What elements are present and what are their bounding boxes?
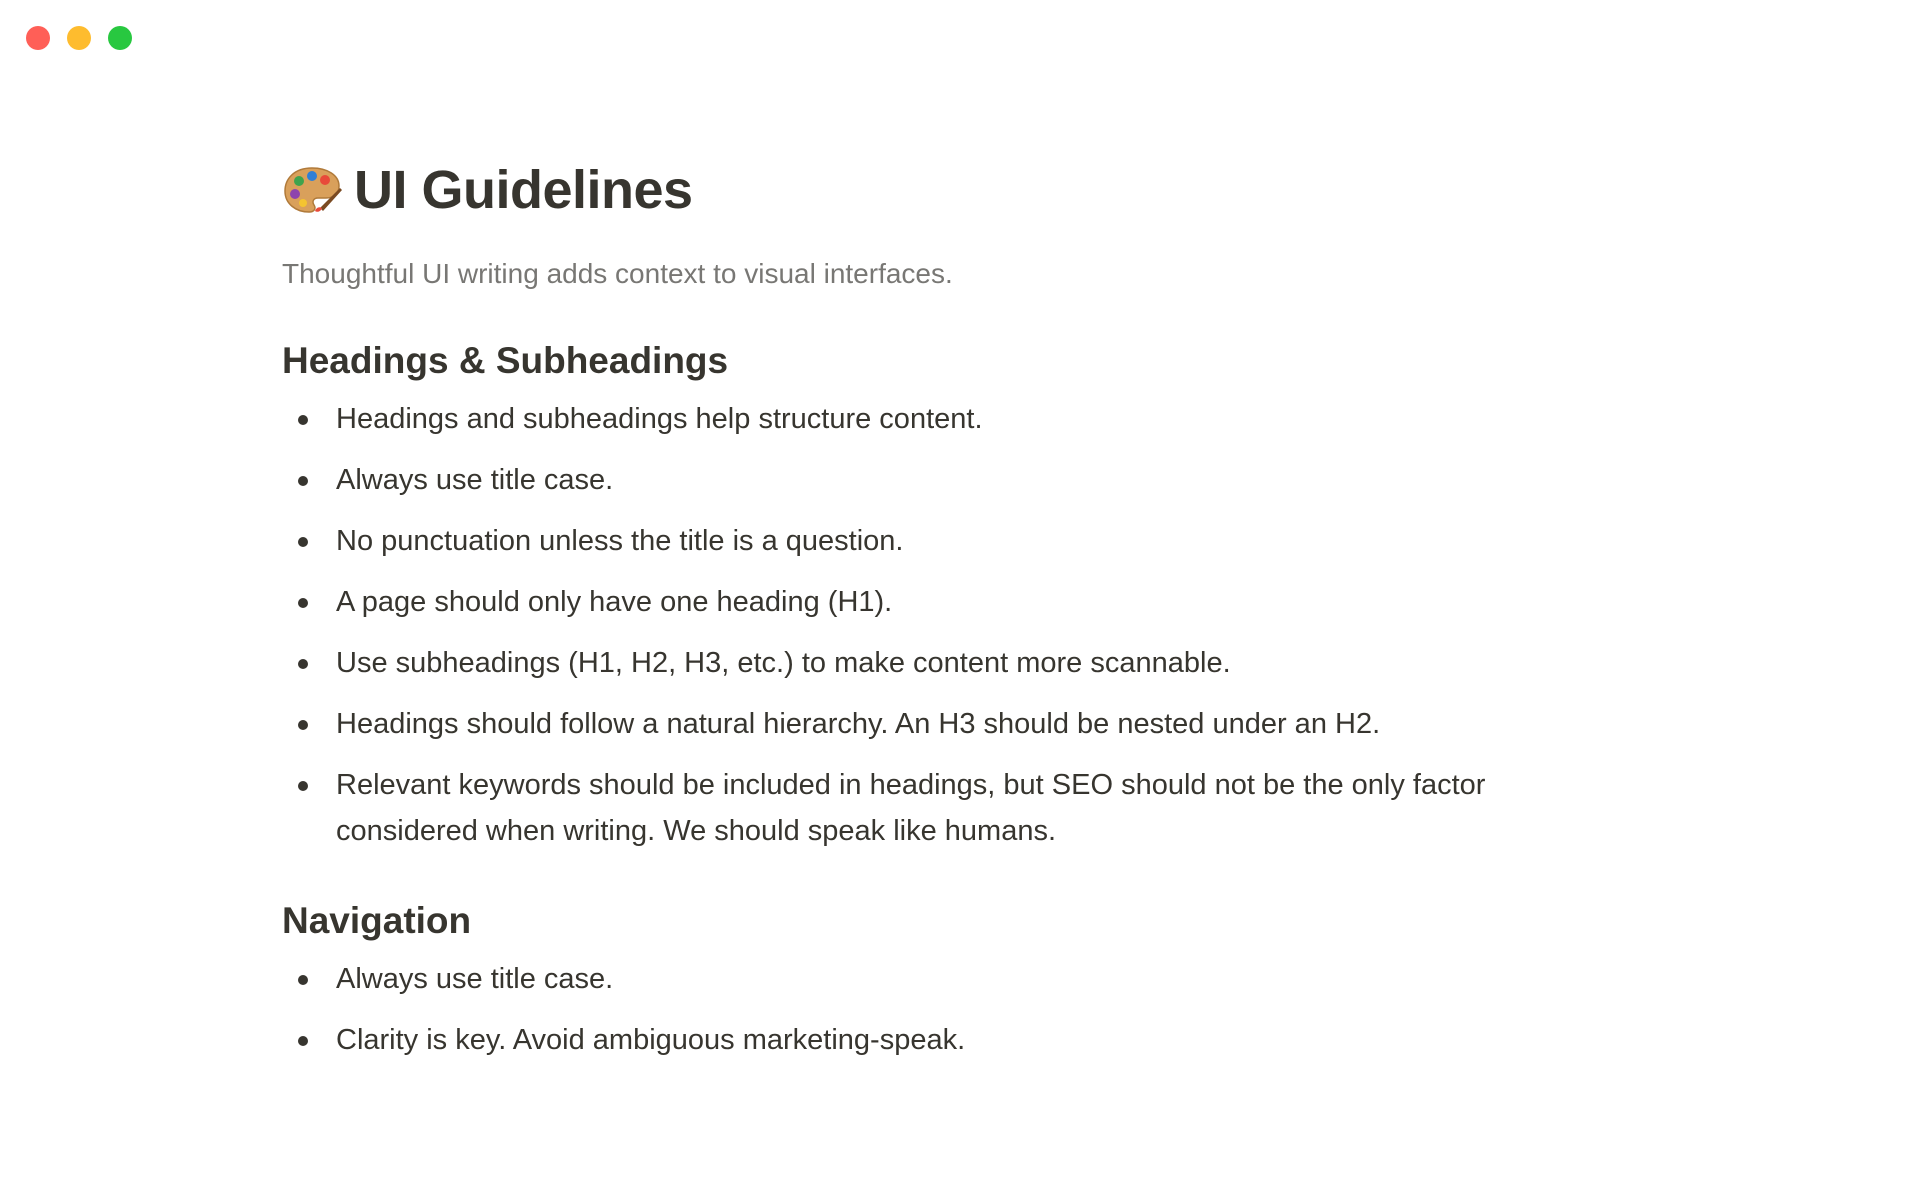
section-heading: Navigation: [282, 900, 472, 941]
artist-palette-icon[interactable]: [282, 164, 342, 216]
list-item: [282, 956, 1602, 1002]
list-item: [282, 701, 1602, 747]
list-item: [282, 640, 1602, 686]
list-item-text: Relevant keywords should be included in headings, but SEO should not be the only factor considered when writing. We should speak like humans.: [336, 769, 1486, 847]
bullet-icon: [298, 659, 308, 669]
list-item: [282, 1017, 1602, 1063]
page-content: [282, 150, 1602, 1078]
list-item-text: Always use title case.: [336, 963, 614, 995]
list-item: [282, 518, 1602, 564]
list-item-text: Clarity is key. Avoid ambiguous marketing-speak.: [336, 1024, 966, 1056]
bullet-list: [282, 956, 1602, 1063]
bullet-icon: [298, 537, 308, 547]
list-item: [282, 457, 1602, 503]
section-navigation: [282, 898, 1602, 1063]
list-item-text: A page should only have one heading (H1).: [336, 586, 893, 618]
page-title: UI Guidelines: [354, 160, 693, 220]
bullet-icon: [298, 476, 308, 486]
section-heading: Headings & Subheadings: [282, 340, 729, 381]
list-item-text: Headings should follow a natural hierarchy. An H3 should be nested under an H2.: [336, 708, 1381, 740]
close-button[interactable]: [26, 26, 50, 50]
bullet-icon: [298, 720, 308, 730]
list-item-text: Headings and subheadings help structure content.: [336, 403, 983, 435]
minimize-button[interactable]: [67, 26, 91, 50]
list-item-text: Always use title case.: [336, 464, 614, 496]
bullet-icon: [298, 415, 308, 425]
list-item: [282, 396, 1602, 442]
list-item: [282, 762, 1602, 854]
page-subtitle: Thoughtful UI writing adds context to visual interfaces.: [282, 258, 953, 289]
bullet-icon: [298, 975, 308, 985]
list-item-text: No punctuation unless the title is a question.: [336, 525, 904, 557]
bullet-icon: [298, 1036, 308, 1046]
bullet-icon: [298, 598, 308, 608]
list-item-text: Use subheadings (H1, H2, H3, etc.) to make content more scannable.: [336, 647, 1231, 679]
section-headings: [282, 338, 1602, 854]
zoom-button[interactable]: [108, 26, 132, 50]
bullet-list: [282, 396, 1602, 854]
list-item: [282, 579, 1602, 625]
page-header: [282, 150, 1602, 230]
bullet-icon: [298, 781, 308, 791]
window-controls: [26, 26, 132, 50]
